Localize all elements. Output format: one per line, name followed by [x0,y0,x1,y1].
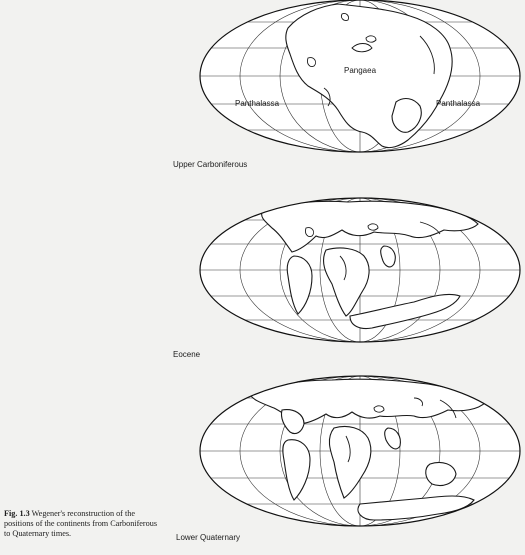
label-panthalassa-west: Panthalassa [235,99,280,108]
figure-caption [4,509,164,540]
map-eocene [190,190,525,350]
figure-number: Fig. 1.3 [4,509,30,518]
map-upper-carboniferous [190,0,525,160]
period-label-upper-carboniferous: Upper Carboniferous [173,160,248,169]
period-label-lower-quaternary: Lower Quaternary [176,533,241,542]
label-panthalassa-east: Panthalassa [436,99,481,108]
figure-caption-text: Wegener's reconstruction of the positions of the continents from Carboniferous to Quaternary times. [4,509,158,539]
label-pangaea: Pangaea [344,66,377,75]
period-label-eocene: Eocene [173,350,201,359]
map-lower-quaternary [190,370,525,532]
